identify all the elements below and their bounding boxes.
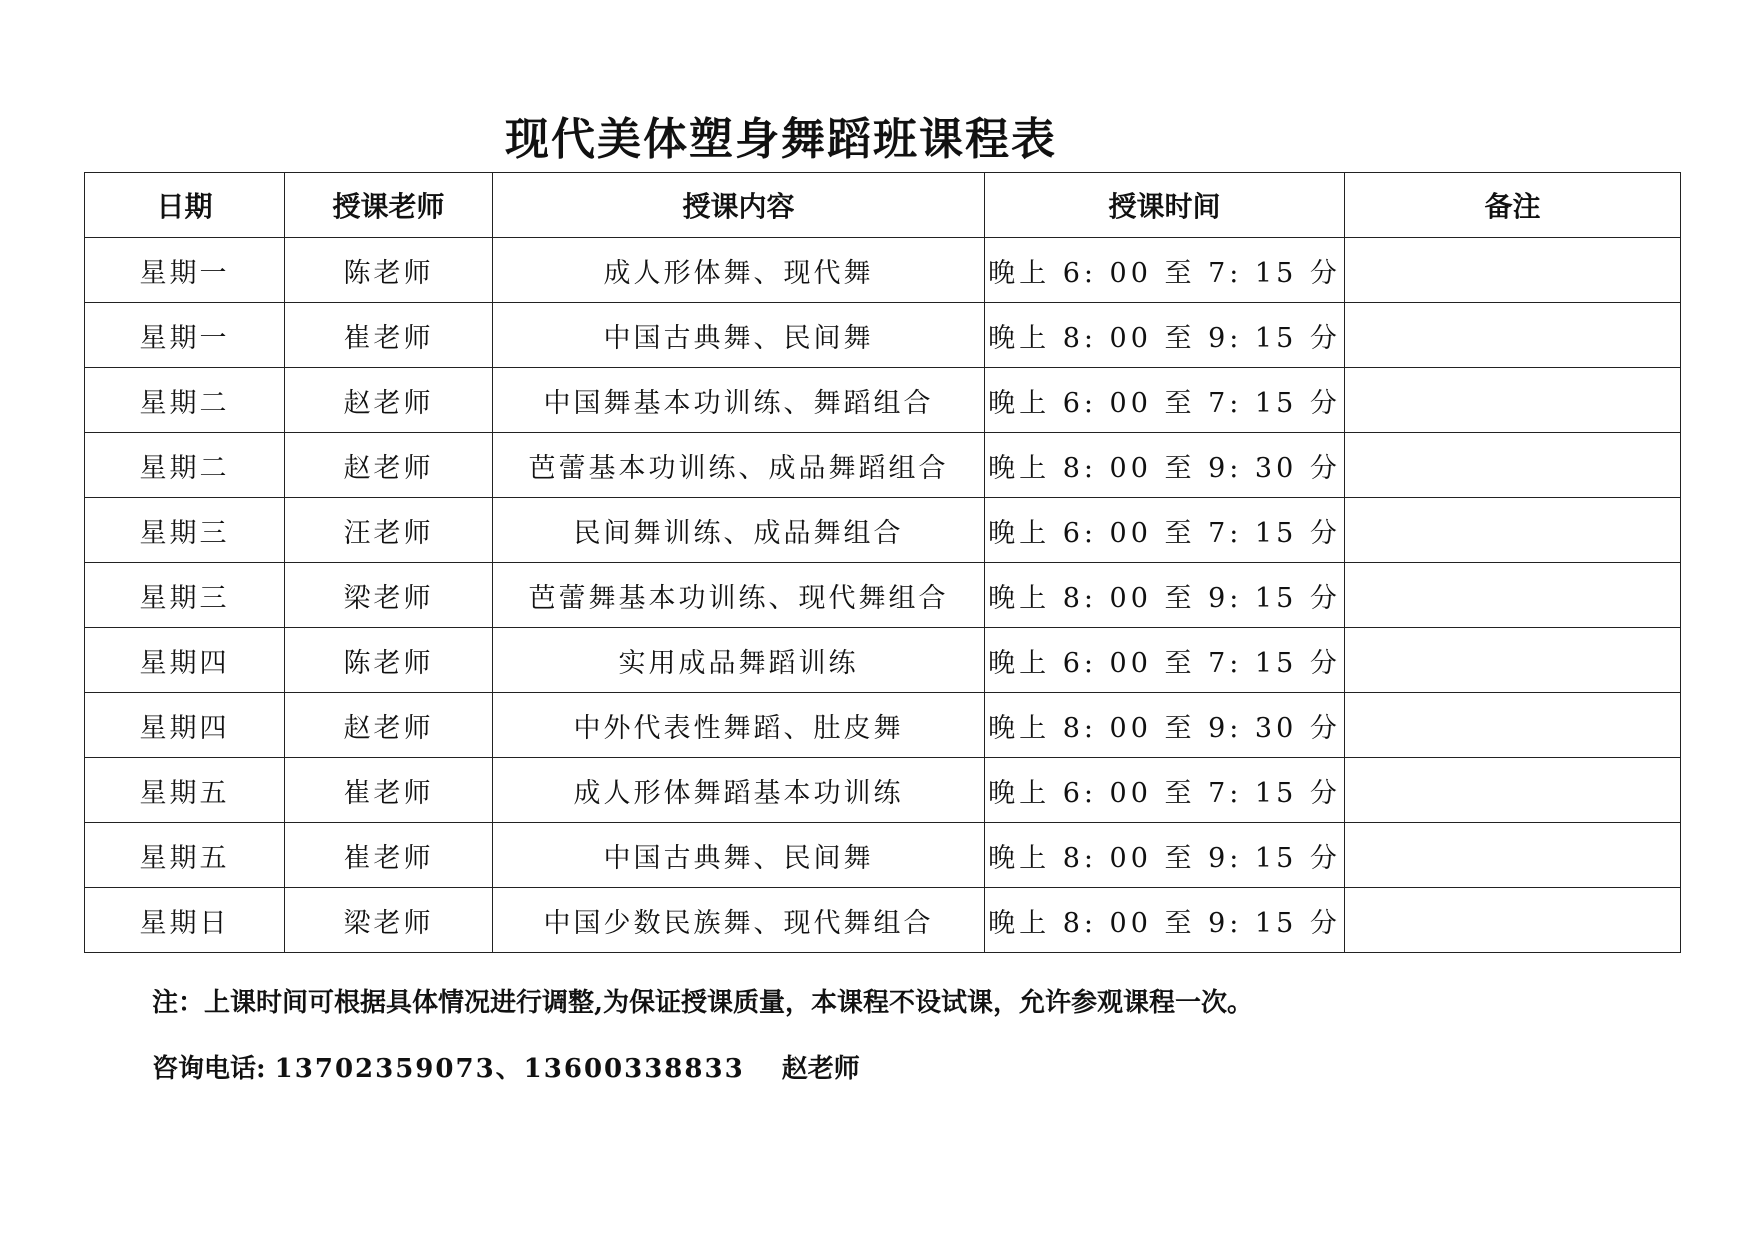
table-row <box>85 303 1681 368</box>
cell-teacher: 赵老师 <box>285 693 493 758</box>
cell-teacher: 陈老师 <box>285 628 493 693</box>
cell-teacher: 梁老师 <box>285 888 493 953</box>
header-time: 授课时间 <box>985 173 1345 238</box>
cell-teacher: 崔老师 <box>285 303 493 368</box>
contact-label: 咨询电话: <box>152 1054 266 1084</box>
table-row <box>85 758 1681 823</box>
cell-remarks <box>1345 498 1681 563</box>
table-row <box>85 498 1681 563</box>
cell-remarks <box>1345 563 1681 628</box>
cell-remarks <box>1345 368 1681 433</box>
course-schedule-table <box>84 172 1681 953</box>
page-title: 现代美体塑身舞蹈班课程表 <box>505 114 1057 165</box>
cell-content: 中国少数民族舞、现代舞组合 <box>493 888 985 953</box>
cell-teacher: 梁老师 <box>285 563 493 628</box>
cell-day: 星期三 <box>85 498 285 563</box>
cell-day: 星期一 <box>85 238 285 303</box>
table-header-row <box>85 173 1681 238</box>
cell-teacher: 汪老师 <box>285 498 493 563</box>
cell-day: 星期三 <box>85 563 285 628</box>
table-row <box>85 888 1681 953</box>
cell-day: 星期四 <box>85 693 285 758</box>
cell-teacher: 崔老师 <box>285 823 493 888</box>
cell-time: 晚上 6: 00 至 7: 15 分 <box>985 238 1345 303</box>
cell-day: 星期五 <box>85 758 285 823</box>
cell-remarks <box>1345 758 1681 823</box>
cell-day: 星期二 <box>85 433 285 498</box>
table-row <box>85 628 1681 693</box>
cell-remarks <box>1345 303 1681 368</box>
table-row <box>85 433 1681 498</box>
cell-content: 中国舞基本功训练、舞蹈组合 <box>493 368 985 433</box>
cell-content: 实用成品舞蹈训练 <box>493 628 985 693</box>
cell-time: 晚上 8: 00 至 9: 30 分 <box>985 693 1345 758</box>
table-row <box>85 693 1681 758</box>
cell-remarks <box>1345 238 1681 303</box>
cell-remarks <box>1345 628 1681 693</box>
cell-time: 晚上 8: 00 至 9: 15 分 <box>985 563 1345 628</box>
cell-time: 晚上 6: 00 至 7: 15 分 <box>985 758 1345 823</box>
footer-note: 注：上课时间可根据具体情况进行调整,为保证授课质量，本课程不设试课，允许参观课程一次。 <box>152 988 1254 1018</box>
cell-remarks <box>1345 888 1681 953</box>
cell-content: 民间舞训练、成品舞组合 <box>493 498 985 563</box>
cell-time: 晚上 8: 00 至 9: 15 分 <box>985 888 1345 953</box>
cell-content: 中外代表性舞蹈、肚皮舞 <box>493 693 985 758</box>
cell-time: 晚上 8: 00 至 9: 30 分 <box>985 433 1345 498</box>
cell-content: 成人形体舞蹈基本功训练 <box>493 758 985 823</box>
cell-teacher: 赵老师 <box>285 368 493 433</box>
cell-time: 晚上 8: 00 至 9: 15 分 <box>985 823 1345 888</box>
cell-day: 星期日 <box>85 888 285 953</box>
header-content: 授课内容 <box>493 173 985 238</box>
cell-day: 星期四 <box>85 628 285 693</box>
cell-content: 中国古典舞、民间舞 <box>493 303 985 368</box>
table-row <box>85 563 1681 628</box>
cell-content: 芭蕾舞基本功训练、现代舞组合 <box>493 563 985 628</box>
cell-time: 晚上 6: 00 至 7: 15 分 <box>985 498 1345 563</box>
table-row <box>85 238 1681 303</box>
cell-day: 星期二 <box>85 368 285 433</box>
header-remarks: 备注 <box>1345 173 1681 238</box>
cell-teacher: 陈老师 <box>285 238 493 303</box>
cell-day: 星期一 <box>85 303 285 368</box>
cell-time: 晚上 8: 00 至 9: 15 分 <box>985 303 1345 368</box>
cell-day: 星期五 <box>85 823 285 888</box>
header-date: 日期 <box>85 173 285 238</box>
header-teacher: 授课老师 <box>285 173 493 238</box>
cell-content: 中国古典舞、民间舞 <box>493 823 985 888</box>
contact-phones: 13702359073、13600338833 <box>274 1054 745 1084</box>
table-row <box>85 823 1681 888</box>
contact-line <box>152 1048 860 1085</box>
contact-name: 赵老师 <box>781 1054 860 1084</box>
cell-content: 芭蕾基本功训练、成品舞蹈组合 <box>493 433 985 498</box>
cell-remarks <box>1345 693 1681 758</box>
cell-time: 晚上 6: 00 至 7: 15 分 <box>985 368 1345 433</box>
table-row <box>85 368 1681 433</box>
cell-teacher: 赵老师 <box>285 433 493 498</box>
cell-time: 晚上 6: 00 至 7: 15 分 <box>985 628 1345 693</box>
cell-teacher: 崔老师 <box>285 758 493 823</box>
cell-content: 成人形体舞、现代舞 <box>493 238 985 303</box>
cell-remarks <box>1345 433 1681 498</box>
cell-remarks <box>1345 823 1681 888</box>
